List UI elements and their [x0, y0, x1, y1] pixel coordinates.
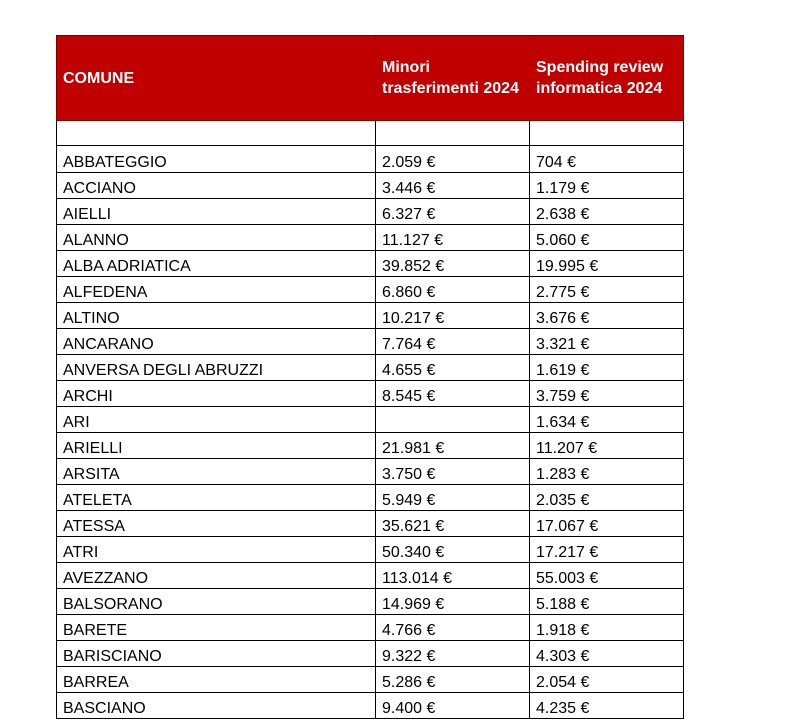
- cell-comune: ATELETA: [57, 485, 376, 511]
- header-minori-trasferimenti: Minori trasferimenti 2024: [376, 36, 530, 121]
- cell-spending: 2.035 €: [530, 485, 684, 511]
- table-row: [57, 693, 684, 719]
- table-row: [57, 589, 684, 615]
- cell-minori: 5.949 €: [376, 485, 530, 511]
- table-row: [57, 146, 684, 173]
- cell-comune: ATESSA: [57, 511, 376, 537]
- cell-comune: ARSITA: [57, 459, 376, 485]
- table-row: [57, 173, 684, 199]
- cell-comune: ABBATEGGIO: [57, 146, 376, 173]
- cell-spending: 3.676 €: [530, 303, 684, 329]
- cell-minori: 4.655 €: [376, 355, 530, 381]
- cell-minori: 5.286 €: [376, 667, 530, 693]
- cell-comune: ACCIANO: [57, 173, 376, 199]
- cell-minori: 6.860 €: [376, 277, 530, 303]
- cell-minori: 6.327 €: [376, 199, 530, 225]
- cell-minori: 3.446 €: [376, 173, 530, 199]
- cell-comune: ALBA ADRIATICA: [57, 251, 376, 277]
- cell-minori: 35.621 €: [376, 511, 530, 537]
- table-row: [57, 225, 684, 251]
- cell-minori: 4.766 €: [376, 615, 530, 641]
- cell-comune: ALTINO: [57, 303, 376, 329]
- blank-row: [57, 121, 684, 146]
- header-comune: COMUNE: [57, 36, 376, 121]
- table-row: [57, 615, 684, 641]
- cell-comune: BASCIANO: [57, 693, 376, 719]
- cell-spending: 19.995 €: [530, 251, 684, 277]
- blank-cell: [530, 121, 684, 146]
- cell-comune: AIELLI: [57, 199, 376, 225]
- cell-comune: BARREA: [57, 667, 376, 693]
- table-row: [57, 433, 684, 459]
- cell-minori: 14.969 €: [376, 589, 530, 615]
- cell-comune: ATRI: [57, 537, 376, 563]
- cell-spending: 11.207 €: [530, 433, 684, 459]
- table-row: [57, 199, 684, 225]
- cell-comune: ARCHI: [57, 381, 376, 407]
- cell-minori: 2.059 €: [376, 146, 530, 173]
- cell-comune: BARISCIANO: [57, 641, 376, 667]
- cell-comune: ALANNO: [57, 225, 376, 251]
- table-row: [57, 251, 684, 277]
- cell-minori: 7.764 €: [376, 329, 530, 355]
- table-row: [57, 459, 684, 485]
- table-row: [57, 563, 684, 589]
- cell-spending: 17.217 €: [530, 537, 684, 563]
- table-row: [57, 537, 684, 563]
- table-row: [57, 511, 684, 537]
- cell-minori: 50.340 €: [376, 537, 530, 563]
- cell-spending: 2.638 €: [530, 199, 684, 225]
- cell-spending: 1.918 €: [530, 615, 684, 641]
- cell-comune: ALFEDENA: [57, 277, 376, 303]
- cell-comune: ANCARANO: [57, 329, 376, 355]
- cell-comune: AVEZZANO: [57, 563, 376, 589]
- cell-minori: 39.852 €: [376, 251, 530, 277]
- table-row: [57, 355, 684, 381]
- blank-cell: [57, 121, 376, 146]
- header-spending-review: Spending review informatica 2024: [530, 36, 684, 121]
- cell-spending: 2.775 €: [530, 277, 684, 303]
- cell-spending: 5.188 €: [530, 589, 684, 615]
- cell-comune: ANVERSA DEGLI ABRUZZI: [57, 355, 376, 381]
- table-row: [57, 407, 684, 433]
- cell-minori: 9.322 €: [376, 641, 530, 667]
- cell-spending: 4.235 €: [530, 693, 684, 719]
- cell-minori: [376, 407, 530, 433]
- cell-spending: 17.067 €: [530, 511, 684, 537]
- blank-cell: [376, 121, 530, 146]
- cell-minori: 8.545 €: [376, 381, 530, 407]
- table-row: [57, 485, 684, 511]
- table-row: [57, 381, 684, 407]
- cell-spending: 3.759 €: [530, 381, 684, 407]
- cell-spending: 1.619 €: [530, 355, 684, 381]
- cell-minori: 113.014 €: [376, 563, 530, 589]
- cell-comune: ARIELLI: [57, 433, 376, 459]
- header-row: [57, 36, 684, 121]
- cell-spending: 5.060 €: [530, 225, 684, 251]
- table-row: [57, 667, 684, 693]
- cell-comune: BALSORANO: [57, 589, 376, 615]
- cell-spending: 1.634 €: [530, 407, 684, 433]
- cell-spending: 55.003 €: [530, 563, 684, 589]
- cell-spending: 4.303 €: [530, 641, 684, 667]
- table-row: [57, 329, 684, 355]
- cell-minori: 9.400 €: [376, 693, 530, 719]
- table-row: [57, 641, 684, 667]
- cell-minori: 11.127 €: [376, 225, 530, 251]
- cell-spending: 3.321 €: [530, 329, 684, 355]
- cell-minori: 3.750 €: [376, 459, 530, 485]
- cell-spending: 704 €: [530, 146, 684, 173]
- cell-comune: ARI: [57, 407, 376, 433]
- comuni-table: [56, 35, 684, 719]
- cell-minori: 21.981 €: [376, 433, 530, 459]
- cell-minori: 10.217 €: [376, 303, 530, 329]
- cell-spending: 2.054 €: [530, 667, 684, 693]
- table-row: [57, 303, 684, 329]
- cell-comune: BARETE: [57, 615, 376, 641]
- cell-spending: 1.179 €: [530, 173, 684, 199]
- cell-spending: 1.283 €: [530, 459, 684, 485]
- table-row: [57, 277, 684, 303]
